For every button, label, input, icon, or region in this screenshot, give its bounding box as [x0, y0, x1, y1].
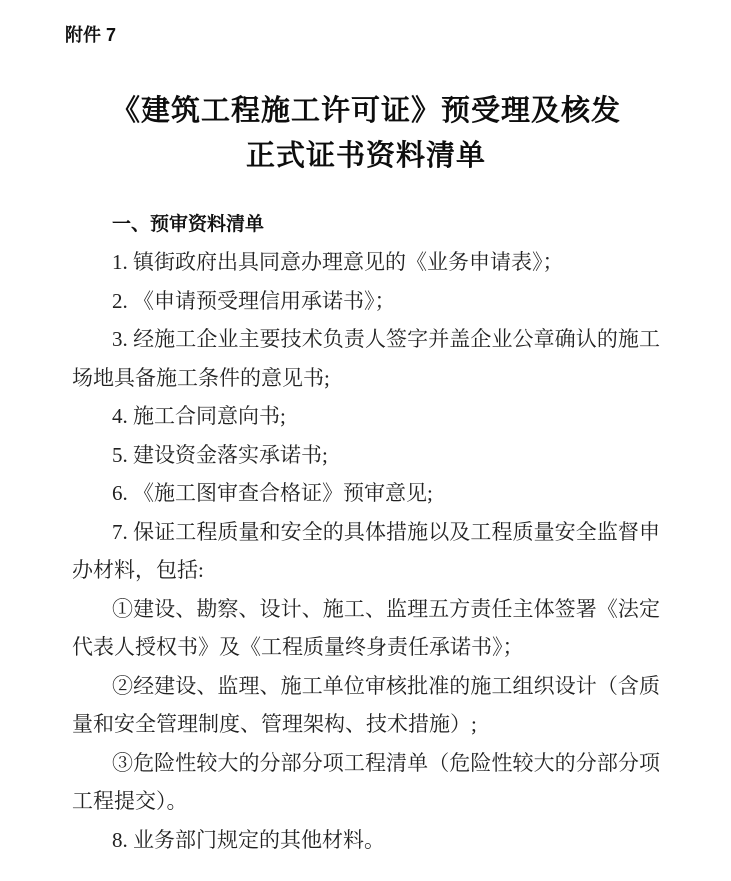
attachment-label: 附件 7	[65, 25, 117, 45]
list-item-7: 7. 保证工程质量和安全的具体措施以及工程质量安全监督申办材料，包括:	[72, 519, 660, 582]
sub-item-1: ①建设、勘察、设计、施工、监理五方责任主体签署《法定代表人授权书》及《工程质量终身责任承诺书》；	[72, 596, 660, 659]
list-item-4: 4. 施工合同意向书;	[112, 404, 286, 428]
list-item-2: 2. 《申请预受理信用承诺书》；	[112, 288, 396, 313]
requirements-list	[72, 243, 660, 859]
document-title	[72, 89, 660, 179]
sub-item-2: ②经建设、监理、施工单位审核批准的施工组织设计（含质量和安全管理制度、管理架构、技术措施）;	[72, 673, 660, 736]
list-item-8: 8. 业务部门规定的其他材料。	[112, 827, 385, 852]
list-item-3: 3. 经施工企业主要技术负责人签字并盖企业公章确认的施工场地具备施工条件的意见书;	[72, 327, 660, 390]
document-page	[0, 22, 731, 881]
list-item-1: 1. 镇街政府出具同意办理意见的《业务申请表》；	[112, 250, 564, 274]
sub-item-3: ③危险性较大的分部分项工程清单（危险性较大的分部分项工程提交）。	[72, 750, 660, 813]
list-item-6: 6. 《施工图审查合格证》预审意见;	[112, 481, 433, 505]
section-heading: 一、预审资料清单	[112, 214, 265, 235]
title-line-2: 正式证书资料清单	[245, 140, 486, 172]
title-line-1: 《建筑工程施工许可证》预受理及核发	[110, 95, 621, 127]
list-item-5: 5. 建设资金落实承诺书;	[112, 442, 328, 467]
